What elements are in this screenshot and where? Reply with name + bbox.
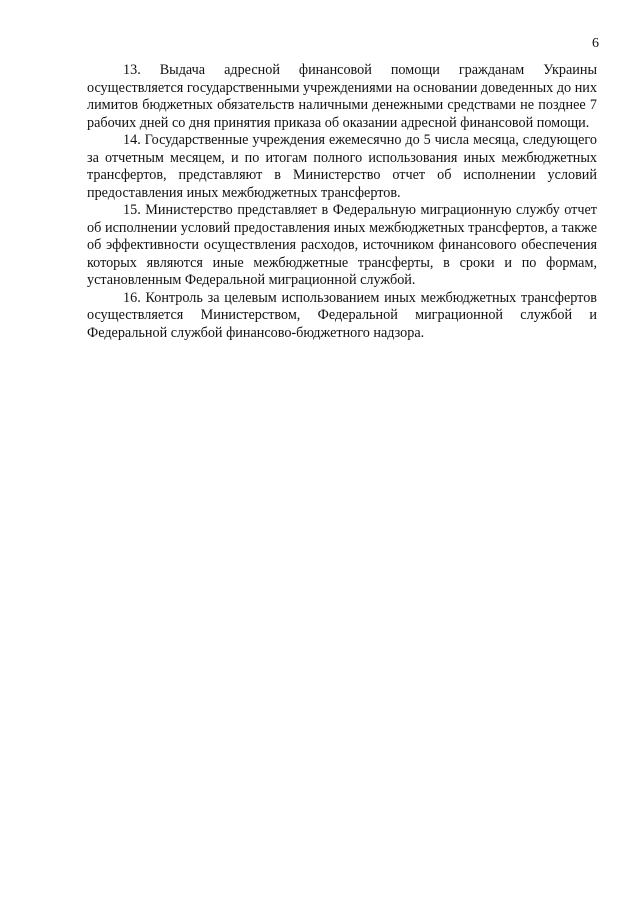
paragraph-16: 16. Контроль за целевым использованием иных межбюджетных трансфертов осуществляется Министерством, Федеральной миграционной службой и Федеральной службой финансово-бюджетного надзора. xyxy=(87,289,597,341)
page-number: 6 xyxy=(592,36,599,51)
document-body xyxy=(87,62,597,342)
paragraph-14: 14. Государственные учреждения ежемесячно до 5 числа месяца, следующего за отчетным месяцем, и по итогам полного использования иных межбюджетных трансфертов, представляют в Министерство отчет об исполнении условий предоставления иных межбюджетных трансфертов. xyxy=(87,132,597,201)
paragraph-13: 13. Выдача адресной финансовой помощи гражданам Украины осуществляется государственными учреждениями на основании доведенных до них лимитов бюджетных обязательств наличными денежными средствами не позднее 7 рабочих дней со дня принятия приказа об оказании адресной финансовой помощи. xyxy=(87,62,597,131)
paragraph-15: 15. Министерство представляет в Федеральную миграционную службу отчет об исполнении условий предоставления иных межбюджетных трансфертов, а также об эффективности осуществления расходов, источником финансового обеспечения которых являются иные межбюджетные трансферты, в сроки и по формам, установленным Федеральной миграционной службой. xyxy=(87,202,597,288)
